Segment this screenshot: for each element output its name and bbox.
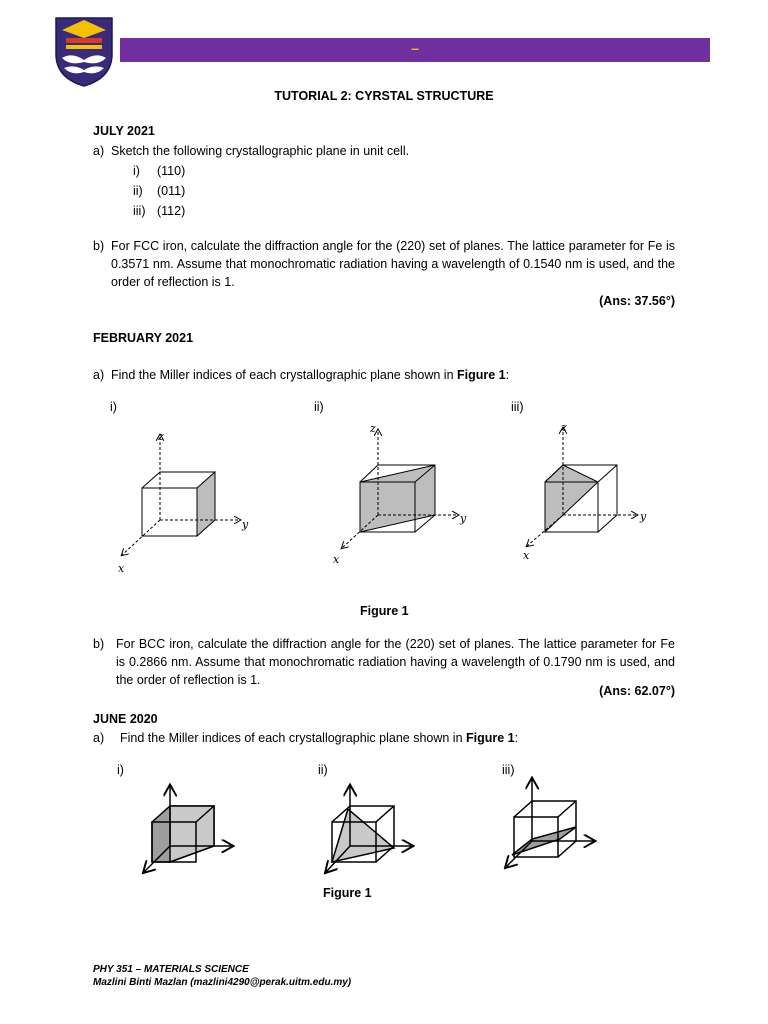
footer-author: Mazlini Binti Mazlan (mazlini4290@perak.uitm.edu.my) — [93, 977, 352, 988]
section-heading-feb-2021: FEBRUARY 2021 — [93, 331, 194, 345]
question-label: b) — [93, 637, 105, 651]
figure-caption: Figure 1 — [323, 886, 372, 900]
feb-figure-iii — [515, 420, 665, 570]
axis-y-label: y — [460, 512, 467, 525]
feb-figure-ii — [330, 420, 480, 570]
july-question-b — [93, 237, 675, 291]
question-label: a) — [93, 144, 105, 158]
july-question-a — [93, 142, 675, 160]
axis-y-label: y — [640, 510, 647, 523]
plane-list — [133, 161, 185, 221]
june-figure-ii — [320, 780, 420, 880]
axis-x-label: x — [333, 553, 340, 566]
fig-label-i: i) — [110, 400, 117, 414]
list-item: iii) (112) — [133, 204, 186, 218]
axis-x-label: x — [523, 549, 530, 562]
axis-y-label: y — [242, 518, 249, 531]
fig-label-ii: ii) — [318, 763, 328, 777]
june-figure-i — [138, 780, 238, 880]
answer-july-b: (Ans: 37.56°) — [599, 294, 675, 308]
fig-label-i: i) — [117, 763, 124, 777]
feb-question-a — [93, 366, 675, 384]
university-logo — [52, 14, 116, 88]
answer-feb-b: (Ans: 62.07°) — [599, 684, 675, 698]
question-label: a) — [93, 731, 105, 745]
question-text: Find the Miller indices of each crystallographic plane shown in Figure 1: — [120, 731, 519, 745]
fig-label-iii: iii) — [502, 763, 515, 777]
june-question-a — [93, 729, 675, 747]
question-label: b) — [93, 239, 105, 253]
axis-z-label: z — [158, 430, 164, 443]
question-text: Sketch the following crystallographic plane in unit cell. — [111, 144, 410, 158]
feb-figure-i — [110, 425, 260, 580]
question-text: For FCC iron, calculate the diffraction angle for the (220) set of planes. The lattice parameter for Fe is 0.3571 nm. Assume that monochromatic radiation having a wavelength of 0.1540 nm is used, and the order of reflection is 1. — [111, 239, 675, 289]
june-figure-iii — [498, 775, 598, 875]
axis-z-label: z — [370, 422, 376, 435]
footer-course: PHY 351 – MATERIALS SCIENCE — [93, 964, 249, 975]
section-heading-june-2020: JUNE 2020 — [93, 712, 158, 726]
feb-question-b — [93, 635, 675, 689]
section-heading-july-2021: JULY 2021 — [93, 124, 155, 138]
question-text: For BCC iron, calculate the diffraction angle for the (220) set of planes. The lattice parameter for Fe is 0.2866 nm. Assume that monochromatic radiation having a wavelength of 0.1790 nm is used, and the order of reflection is 1. — [116, 637, 675, 687]
axis-x-label: x — [118, 562, 125, 575]
question-label: a) — [93, 368, 105, 382]
fig-label-ii: ii) — [314, 400, 324, 414]
question-text: Find the Miller indices of each crystallographic plane shown in Figure 1: — [111, 368, 510, 382]
fig-label-iii: iii) — [511, 400, 524, 414]
list-item: i) (110) — [133, 164, 186, 178]
header-bar — [120, 38, 710, 62]
axis-z-label: z — [561, 421, 567, 434]
list-item: ii) (011) — [133, 184, 186, 198]
header-bar-dash: – — [411, 40, 419, 56]
figure-caption: Figure 1 — [360, 604, 409, 618]
page-title: TUTORIAL 2: CYRSTAL STRUCTURE — [274, 89, 494, 103]
footer — [93, 963, 351, 989]
plane-shaded — [197, 472, 215, 536]
